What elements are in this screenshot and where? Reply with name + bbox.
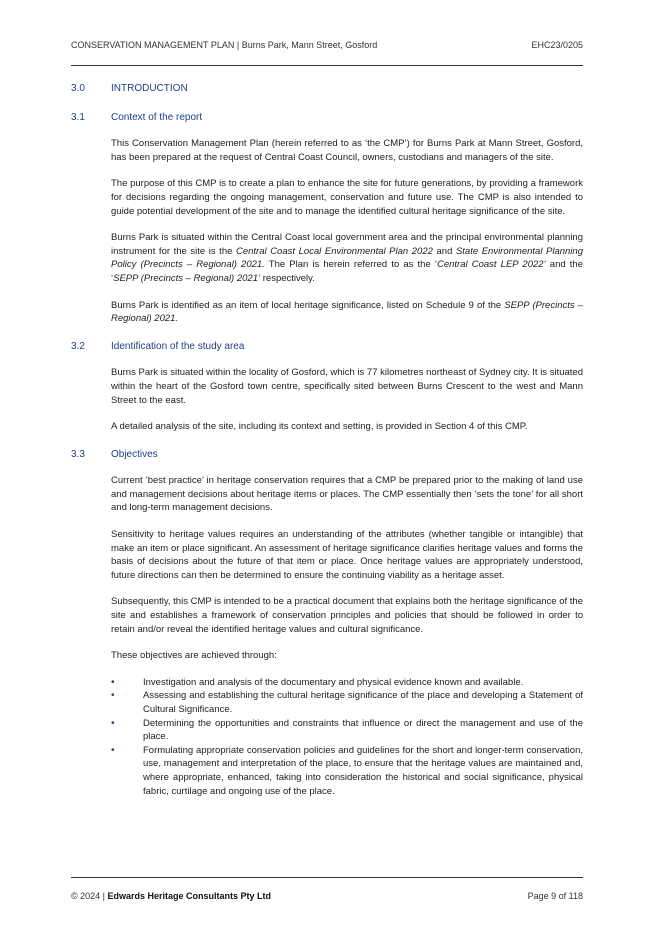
italic-run: State Environmental Planning Policy (Precincts – Regional) 2021. [111,245,583,271]
header-reference: EHC23/0205 [531,40,583,50]
paragraph: This Conservation Management Plan (herein referred to as ‘the CMP’) for Burns Park at Mann Street, Gosford, has been prepared at the request of Central Coast Council, owners, custodians and managers of the site. [111,138,583,163]
section-heading-3-3 [71,448,583,462]
list-item: • Determining the opportunities and constraints that influence or direct the management and use of the place. [111,717,583,744]
section-number: 3.2 [71,340,85,352]
paragraph: Subsequently, this CMP is intended to be a practical document that explains both the heritage significance of the site and establishes a framework of conservation principles and policies that should be followed in order to retain and/or reveal the identified heritage values and cultural significance. [111,596,583,635]
objectives-list [111,676,583,798]
footer-divider [71,877,583,878]
section-title: Context of the report [111,111,203,123]
paragraph: The purpose of this CMP is to create a plan to enhance the site for future generations, by providing a framework for decisions regarding the ongoing management, conservation and future use. The CMP is also intended to guide potential development of the site and to manage the identified cultural heritage significance of the site. [111,178,583,217]
section-number: 3.3 [71,448,85,460]
italic-run: SEPP (Precincts – Regional) 2021. [111,299,583,325]
paragraph [111,299,583,326]
section-heading-3-1 [71,111,583,125]
list-item: • Investigation and analysis of the documentary and physical evidence known and available. [111,676,583,690]
text-run: Burns Park is situated within the Central Coast local government area and the principal environmental planning instrument for the site is the [111,232,583,257]
copyright-text: © 2024 | [71,891,108,901]
header-title: CONSERVATION MANAGEMENT PLAN | Burns Park, Mann Street, Gosford [71,40,378,50]
text-run: Burns Park is identified as an item of local heritage significance, listed on Schedule 9 of the [111,299,505,311]
section-number: 3.1 [71,111,85,123]
section-title: INTRODUCTION [111,83,188,94]
section-number: 3.0 [71,83,85,94]
italic-run: SEPP (Precincts – Regional) 2021’ [113,272,261,284]
footer-copyright [71,891,271,901]
page-content [71,82,583,798]
text-run: and [432,245,456,257]
list-item: • Assessing and establishing the cultural heritage significance of the place and developing a Statement of Cultural Significance. [111,689,583,716]
section-title: Identification of the study area [111,340,245,352]
italic-run: Central Coast Local Environmental Plan 2022 [235,245,433,257]
page-footer [71,891,583,901]
paragraph: Current ‘best practice’ in heritage conservation requires that a CMP be prepared prior to the making of land use and management decisions about heritage items or places. The CMP essentially then ‘sets the tone’ for all short and long-term management decisions. [111,475,583,514]
paragraph: Sensitivity to heritage values requires an understanding of the attributes (whether tangible or intangible) that make an item or place significant. An assessment of heritage significance clarifies heritage values and forms the basis of decisions about the future of that item or place. Once heritage values are appropriately understood, future directions can then be determined to ensure the continuing viability as a heritage asset. [111,529,583,581]
section-heading-3-2 [71,340,583,354]
paragraph: Burns Park is situated within the locality of Gosford, which is 77 kilometres northeast of Sydney city. It is situated within the heart of the Gosford town centre, specifically sited between Burns Crescent to the west and Mann Street to the east. [111,367,583,406]
text-run: respectively. [260,272,315,284]
paragraph [111,231,583,285]
section-heading-3-0 [71,82,583,96]
paragraph: A detailed analysis of the site, including its context and setting, is provided in Section 4 of this CMP. [111,421,528,433]
text-run: and the ‘ [111,259,583,284]
company-name: Edwards Heritage Consultants Pty Ltd [107,891,272,901]
text-run: The Plan is herein referred to as the ‘ [264,259,437,271]
page-header [71,40,583,50]
paragraph: These objectives are achieved through: [111,650,277,662]
list-item: • Formulating appropriate conservation policies and guidelines for the short and longer-term conservation, use, management and interpretation of the place, to ensure that the heritage values are maintained and, where appropriate, enhanced, taking into consideration the historical and social significance, physical fabric, curtilage and ongoing use of the place. [111,744,583,798]
section-title: Objectives [111,448,158,460]
page-number: Page 9 of 118 [527,891,583,901]
header-divider [71,65,583,66]
italic-run: Central Coast LEP 2022’ [436,259,546,271]
